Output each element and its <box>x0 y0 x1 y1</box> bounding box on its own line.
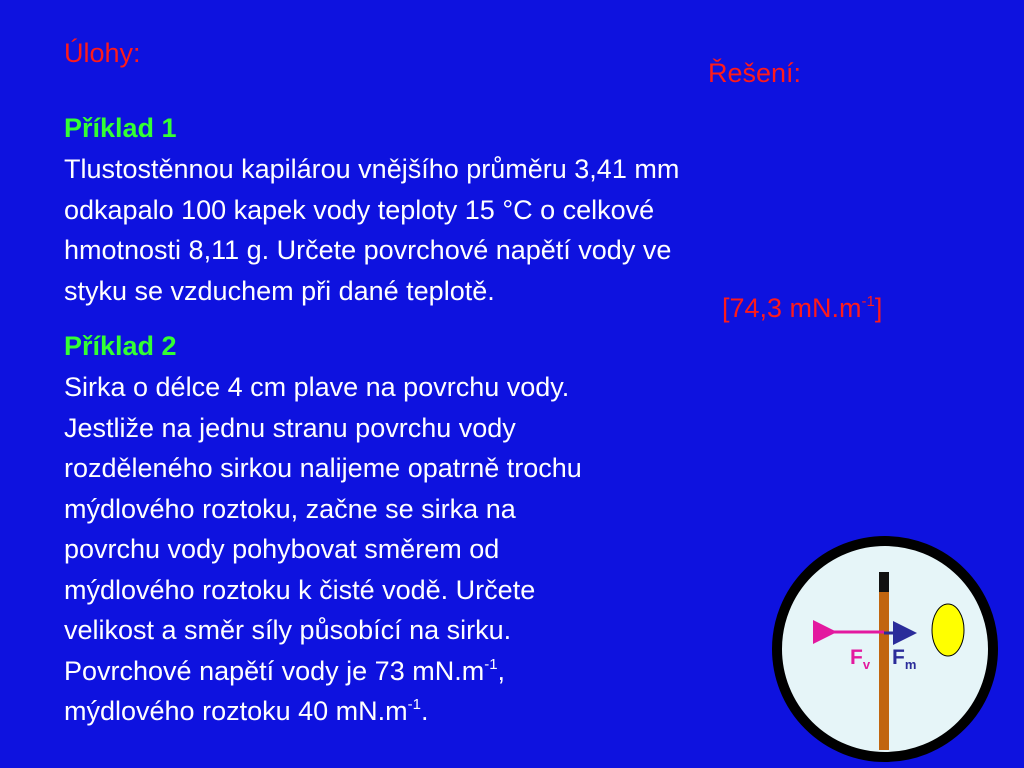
priklad1-line: hmotnosti 8,11 g. Určete povrchové napětí vody ve <box>64 235 672 265</box>
priklad2-line: povrchu vody pohybovat směrem od <box>64 534 500 564</box>
line9-exponent: -1 <box>407 696 421 713</box>
line8-exponent: -1 <box>484 655 498 673</box>
line8-prefix: Povrchové napětí vody je 73 mN.m <box>64 655 485 686</box>
priklad2-line: mýdlového roztoku k čisté vodě. Určete <box>64 574 536 605</box>
line9-suffix: . <box>420 696 429 726</box>
priklad2-line: Jestliže na jednu stranu povrchu vody <box>64 412 516 443</box>
priklad1-line: styku se vzduchem při dané teplotě. <box>64 275 495 306</box>
answer-prefix: [74,3 mN.m <box>722 293 862 323</box>
answer-suffix: ] <box>874 293 883 323</box>
ulohy-heading: Úlohy: <box>64 38 141 68</box>
priklad1-title: Příklad 1 <box>64 113 177 143</box>
priklad2-title: Příklad 2 <box>64 331 177 361</box>
priklad1-line: odkapalo 100 kapek vody teploty 15 °C o celkové <box>64 194 655 225</box>
match-stick <box>879 572 889 750</box>
priklad2-line: mýdlového roztoku, začne se sirka na <box>64 493 516 524</box>
priklad1-answer <box>722 288 882 329</box>
answer-exponent: -1 <box>861 293 875 310</box>
priklad2-line: Sirka o délce 4 cm plave na povrchu vody. <box>64 372 570 402</box>
match-head <box>879 572 889 592</box>
line9-prefix: mýdlového roztoku 40 mN.m <box>64 696 408 726</box>
priklad1-line: Tlustostěnnou kapilárou vnějšího průměru 3,41 mm <box>64 154 680 184</box>
priklad1-text <box>64 149 679 311</box>
priklad2-line: velikost a směr síly působící na sirku. <box>64 615 512 645</box>
force-diagram <box>772 530 1002 768</box>
priklad2-line <box>64 651 582 692</box>
soap-drop <box>932 604 964 656</box>
priklad2-line: rozděleného sirkou nalijeme opatrně trochu <box>64 453 582 483</box>
priklad2-text <box>64 367 582 732</box>
fv-label: $F_v$ <box>850 646 871 672</box>
reseni-heading: Řešení: <box>708 58 802 88</box>
priklad2-line <box>64 691 582 732</box>
line8-suffix: , <box>497 655 506 686</box>
fm-label: $F_m$ <box>892 646 917 672</box>
